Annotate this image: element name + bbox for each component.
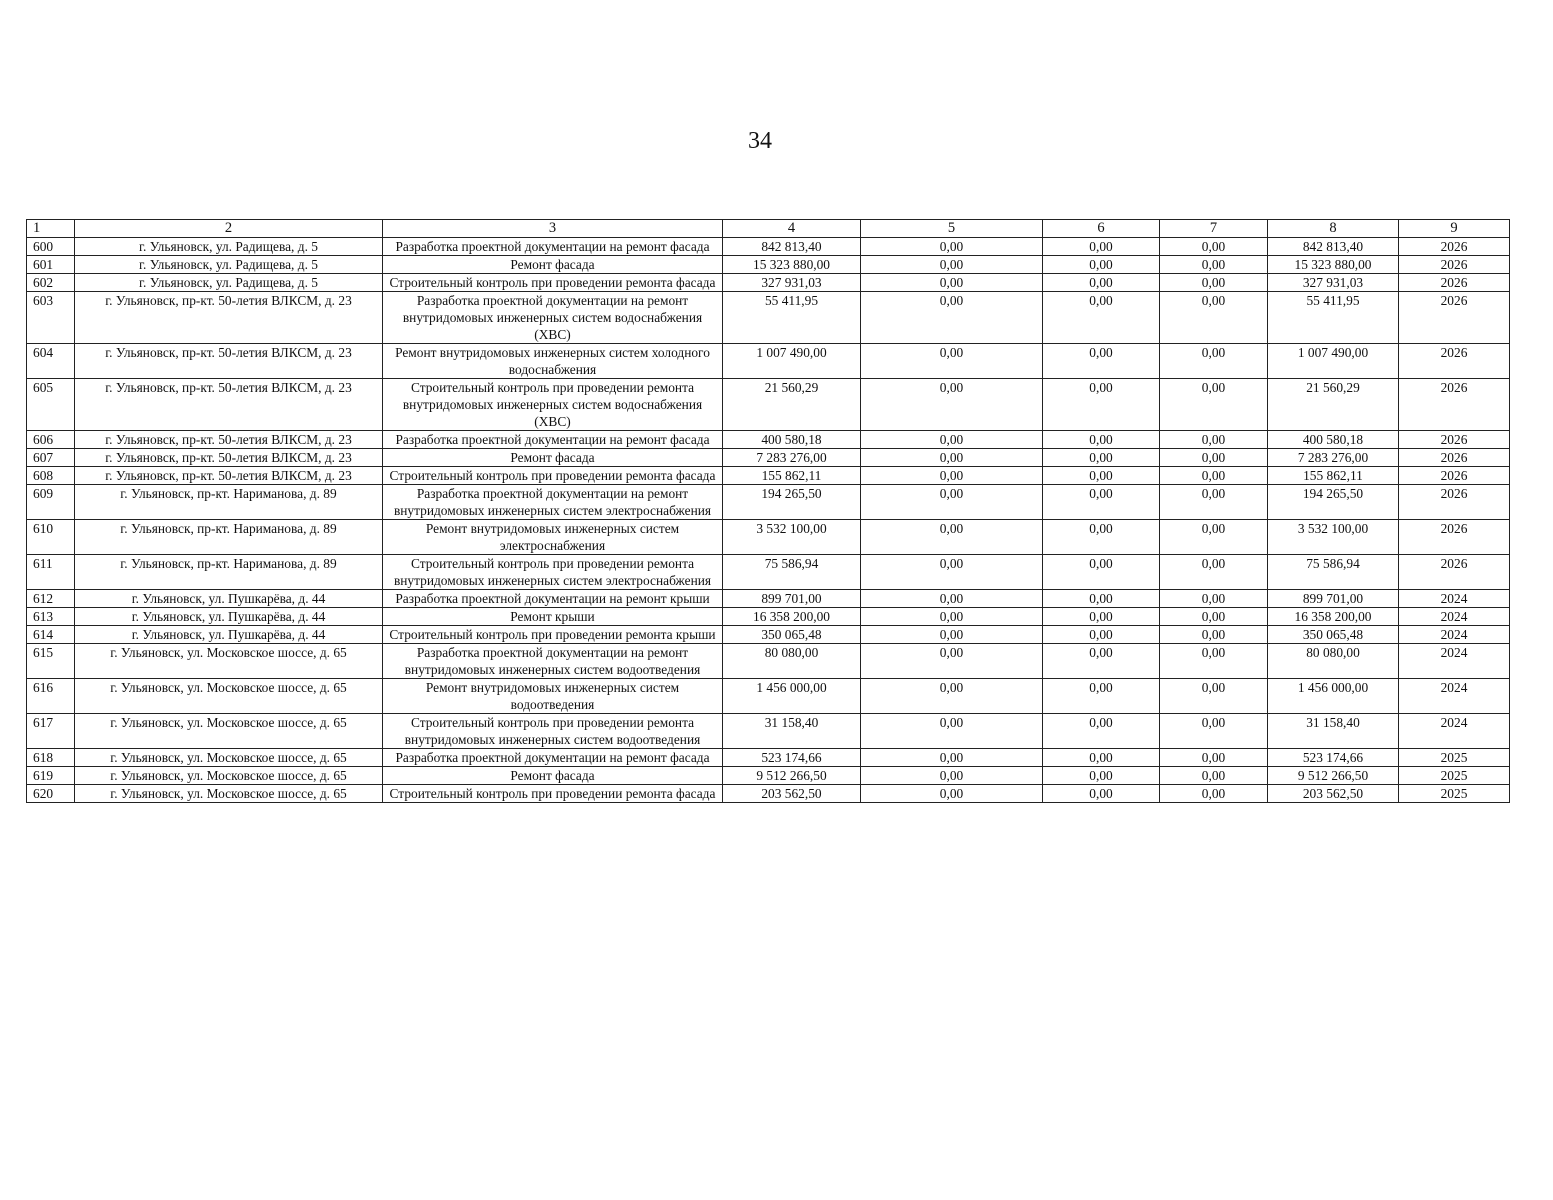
total-cost-cell: 15 323 880,00 <box>723 256 861 274</box>
cost-col6-cell: 0,00 <box>1043 555 1160 590</box>
address-cell: г. Ульяновск, ул. Пушкарёва, д. 44 <box>75 626 383 644</box>
cost-col5-cell: 0,00 <box>861 785 1043 803</box>
cost-col6-cell: 0,00 <box>1043 238 1160 256</box>
row-number: 609 <box>27 485 75 520</box>
cost-col7-cell: 0,00 <box>1160 644 1268 679</box>
table-row <box>27 679 1510 714</box>
total-cost-cell: 400 580,18 <box>723 431 861 449</box>
cost-col6-cell: 0,00 <box>1043 714 1160 749</box>
year-cell: 2024 <box>1399 714 1510 749</box>
total-cost-cell: 350 065,48 <box>723 626 861 644</box>
total-cost-cell: 327 931,03 <box>723 274 861 292</box>
row-number: 612 <box>27 590 75 608</box>
address-cell: г. Ульяновск, ул. Московское шоссе, д. 65 <box>75 714 383 749</box>
table-row <box>27 749 1510 767</box>
total-cost-cell: 9 512 266,50 <box>723 767 861 785</box>
table-row <box>27 644 1510 679</box>
cost-col8-cell: 3 532 100,00 <box>1268 520 1399 555</box>
row-number: 620 <box>27 785 75 803</box>
work-type-cell: Разработка проектной документации на ремонт внутридомовых инженерных систем водоотведения <box>383 644 723 679</box>
total-cost-cell: 75 586,94 <box>723 555 861 590</box>
work-type-cell: Строительный контроль при проведении ремонта внутридомовых инженерных систем водоотведения <box>383 714 723 749</box>
address-cell: г. Ульяновск, ул. Пушкарёва, д. 44 <box>75 608 383 626</box>
cost-col5-cell: 0,00 <box>861 485 1043 520</box>
cost-col5-cell: 0,00 <box>861 256 1043 274</box>
table-row <box>27 238 1510 256</box>
cost-col7-cell: 0,00 <box>1160 767 1268 785</box>
address-cell: г. Ульяновск, ул. Радищева, д. 5 <box>75 256 383 274</box>
address-cell: г. Ульяновск, пр-кт. Нариманова, д. 89 <box>75 520 383 555</box>
total-cost-cell: 1 456 000,00 <box>723 679 861 714</box>
cost-col6-cell: 0,00 <box>1043 292 1160 344</box>
column-header: 9 <box>1399 220 1510 238</box>
year-cell: 2025 <box>1399 749 1510 767</box>
column-header: 8 <box>1268 220 1399 238</box>
address-cell: г. Ульяновск, ул. Московское шоссе, д. 65 <box>75 679 383 714</box>
row-number: 615 <box>27 644 75 679</box>
address-cell: г. Ульяновск, ул. Московское шоссе, д. 65 <box>75 785 383 803</box>
cost-col5-cell: 0,00 <box>861 626 1043 644</box>
address-cell: г. Ульяновск, пр-кт. 50-летия ВЛКСМ, д. 23 <box>75 292 383 344</box>
row-number: 606 <box>27 431 75 449</box>
table-row <box>27 379 1510 431</box>
cost-col8-cell: 400 580,18 <box>1268 431 1399 449</box>
cost-col7-cell: 0,00 <box>1160 379 1268 431</box>
cost-col7-cell: 0,00 <box>1160 467 1268 485</box>
work-type-cell: Разработка проектной документации на ремонт крыши <box>383 590 723 608</box>
address-cell: г. Ульяновск, пр-кт. Нариманова, д. 89 <box>75 485 383 520</box>
cost-col7-cell: 0,00 <box>1160 626 1268 644</box>
cost-col7-cell: 0,00 <box>1160 608 1268 626</box>
table-row <box>27 431 1510 449</box>
column-header: 1 <box>27 220 75 238</box>
cost-col7-cell: 0,00 <box>1160 590 1268 608</box>
cost-col8-cell: 523 174,66 <box>1268 749 1399 767</box>
table-row <box>27 449 1510 467</box>
row-number: 611 <box>27 555 75 590</box>
row-number: 616 <box>27 679 75 714</box>
row-number: 603 <box>27 292 75 344</box>
cost-col5-cell: 0,00 <box>861 555 1043 590</box>
year-cell: 2026 <box>1399 520 1510 555</box>
total-cost-cell: 155 862,11 <box>723 467 861 485</box>
row-number: 619 <box>27 767 75 785</box>
work-type-cell: Ремонт фасада <box>383 449 723 467</box>
address-cell: г. Ульяновск, ул. Московское шоссе, д. 65 <box>75 767 383 785</box>
cost-col8-cell: 16 358 200,00 <box>1268 608 1399 626</box>
address-cell: г. Ульяновск, пр-кт. 50-летия ВЛКСМ, д. 23 <box>75 431 383 449</box>
row-number: 604 <box>27 344 75 379</box>
table-row <box>27 292 1510 344</box>
cost-col5-cell: 0,00 <box>861 292 1043 344</box>
page-number: 34 <box>748 128 772 154</box>
column-header: 5 <box>861 220 1043 238</box>
cost-col8-cell: 31 158,40 <box>1268 714 1399 749</box>
year-cell: 2026 <box>1399 238 1510 256</box>
cost-col7-cell: 0,00 <box>1160 238 1268 256</box>
cost-col5-cell: 0,00 <box>861 749 1043 767</box>
cost-col7-cell: 0,00 <box>1160 749 1268 767</box>
year-cell: 2026 <box>1399 449 1510 467</box>
table-row <box>27 626 1510 644</box>
cost-col8-cell: 55 411,95 <box>1268 292 1399 344</box>
total-cost-cell: 203 562,50 <box>723 785 861 803</box>
cost-col6-cell: 0,00 <box>1043 785 1160 803</box>
column-number-header <box>27 220 1510 238</box>
cost-col6-cell: 0,00 <box>1043 431 1160 449</box>
cost-col7-cell: 0,00 <box>1160 431 1268 449</box>
row-number: 601 <box>27 256 75 274</box>
address-cell: г. Ульяновск, ул. Московское шоссе, д. 65 <box>75 644 383 679</box>
cost-col8-cell: 75 586,94 <box>1268 555 1399 590</box>
column-header: 3 <box>383 220 723 238</box>
year-cell: 2026 <box>1399 431 1510 449</box>
cost-col7-cell: 0,00 <box>1160 555 1268 590</box>
cost-col6-cell: 0,00 <box>1043 679 1160 714</box>
cost-col6-cell: 0,00 <box>1043 379 1160 431</box>
address-cell: г. Ульяновск, пр-кт. 50-летия ВЛКСМ, д. 23 <box>75 379 383 431</box>
year-cell: 2024 <box>1399 644 1510 679</box>
year-cell: 2026 <box>1399 379 1510 431</box>
total-cost-cell: 21 560,29 <box>723 379 861 431</box>
cost-col6-cell: 0,00 <box>1043 767 1160 785</box>
total-cost-cell: 80 080,00 <box>723 644 861 679</box>
address-cell: г. Ульяновск, ул. Московское шоссе, д. 65 <box>75 749 383 767</box>
table-row <box>27 590 1510 608</box>
work-type-cell: Ремонт внутридомовых инженерных систем холодного водоснабжения <box>383 344 723 379</box>
year-cell: 2026 <box>1399 344 1510 379</box>
cost-col6-cell: 0,00 <box>1043 449 1160 467</box>
cost-col8-cell: 842 813,40 <box>1268 238 1399 256</box>
row-number: 602 <box>27 274 75 292</box>
work-type-cell: Строительный контроль при проведении ремонта фасада <box>383 274 723 292</box>
cost-col7-cell: 0,00 <box>1160 449 1268 467</box>
cost-col8-cell: 21 560,29 <box>1268 379 1399 431</box>
row-number: 608 <box>27 467 75 485</box>
table-row <box>27 520 1510 555</box>
table-row <box>27 785 1510 803</box>
total-cost-cell: 7 283 276,00 <box>723 449 861 467</box>
cost-col8-cell: 15 323 880,00 <box>1268 256 1399 274</box>
row-number: 614 <box>27 626 75 644</box>
cost-col5-cell: 0,00 <box>861 520 1043 555</box>
total-cost-cell: 3 532 100,00 <box>723 520 861 555</box>
work-type-cell: Ремонт фасада <box>383 256 723 274</box>
year-cell: 2024 <box>1399 590 1510 608</box>
cost-col8-cell: 327 931,03 <box>1268 274 1399 292</box>
work-type-cell: Разработка проектной документации на ремонт внутридомовых инженерных систем электроснабжения <box>383 485 723 520</box>
cost-col5-cell: 0,00 <box>861 449 1043 467</box>
column-header: 7 <box>1160 220 1268 238</box>
total-cost-cell: 899 701,00 <box>723 590 861 608</box>
total-cost-cell: 1 007 490,00 <box>723 344 861 379</box>
cost-col8-cell: 1 456 000,00 <box>1268 679 1399 714</box>
cost-col5-cell: 0,00 <box>861 238 1043 256</box>
year-cell: 2024 <box>1399 626 1510 644</box>
cost-col8-cell: 194 265,50 <box>1268 485 1399 520</box>
address-cell: г. Ульяновск, ул. Радищева, д. 5 <box>75 274 383 292</box>
work-type-cell: Ремонт крыши <box>383 608 723 626</box>
work-type-cell: Ремонт внутридомовых инженерных систем электроснабжения <box>383 520 723 555</box>
year-cell: 2024 <box>1399 608 1510 626</box>
table-row <box>27 714 1510 749</box>
row-number: 605 <box>27 379 75 431</box>
work-type-cell: Строительный контроль при проведении ремонта фасада <box>383 467 723 485</box>
year-cell: 2024 <box>1399 679 1510 714</box>
year-cell: 2026 <box>1399 274 1510 292</box>
total-cost-cell: 16 358 200,00 <box>723 608 861 626</box>
table-row <box>27 555 1510 590</box>
cost-col6-cell: 0,00 <box>1043 608 1160 626</box>
total-cost-cell: 55 411,95 <box>723 292 861 344</box>
work-type-cell: Строительный контроль при проведении ремонта крыши <box>383 626 723 644</box>
cost-col5-cell: 0,00 <box>861 608 1043 626</box>
cost-col6-cell: 0,00 <box>1043 467 1160 485</box>
row-number: 610 <box>27 520 75 555</box>
year-cell: 2026 <box>1399 555 1510 590</box>
work-type-cell: Ремонт фасада <box>383 767 723 785</box>
column-header: 4 <box>723 220 861 238</box>
cost-col6-cell: 0,00 <box>1043 749 1160 767</box>
cost-col7-cell: 0,00 <box>1160 292 1268 344</box>
table-row <box>27 467 1510 485</box>
cost-col6-cell: 0,00 <box>1043 256 1160 274</box>
cost-col7-cell: 0,00 <box>1160 256 1268 274</box>
cost-col6-cell: 0,00 <box>1043 520 1160 555</box>
cost-col6-cell: 0,00 <box>1043 344 1160 379</box>
table-row <box>27 485 1510 520</box>
row-number: 607 <box>27 449 75 467</box>
row-number: 613 <box>27 608 75 626</box>
address-cell: г. Ульяновск, пр-кт. 50-летия ВЛКСМ, д. 23 <box>75 344 383 379</box>
cost-col5-cell: 0,00 <box>861 431 1043 449</box>
work-type-cell: Строительный контроль при проведении ремонта внутридомовых инженерных систем водоснабжения (ХВС) <box>383 379 723 431</box>
cost-col6-cell: 0,00 <box>1043 590 1160 608</box>
cost-col7-cell: 0,00 <box>1160 785 1268 803</box>
cost-col7-cell: 0,00 <box>1160 679 1268 714</box>
capital-repair-table <box>26 219 1510 803</box>
cost-col5-cell: 0,00 <box>861 767 1043 785</box>
cost-col5-cell: 0,00 <box>861 714 1043 749</box>
cost-col8-cell: 80 080,00 <box>1268 644 1399 679</box>
work-type-cell: Разработка проектной документации на ремонт внутридомовых инженерных систем водоснабжения (ХВС) <box>383 292 723 344</box>
table-row <box>27 274 1510 292</box>
work-type-cell: Строительный контроль при проведении ремонта фасада <box>383 785 723 803</box>
cost-col5-cell: 0,00 <box>861 467 1043 485</box>
work-type-cell: Разработка проектной документации на ремонт фасада <box>383 431 723 449</box>
address-cell: г. Ульяновск, ул. Пушкарёва, д. 44 <box>75 590 383 608</box>
total-cost-cell: 842 813,40 <box>723 238 861 256</box>
cost-col5-cell: 0,00 <box>861 379 1043 431</box>
cost-col7-cell: 0,00 <box>1160 520 1268 555</box>
address-cell: г. Ульяновск, пр-кт. Нариманова, д. 89 <box>75 555 383 590</box>
year-cell: 2026 <box>1399 467 1510 485</box>
cost-col8-cell: 9 512 266,50 <box>1268 767 1399 785</box>
cost-col6-cell: 0,00 <box>1043 626 1160 644</box>
cost-col8-cell: 899 701,00 <box>1268 590 1399 608</box>
address-cell: г. Ульяновск, ул. Радищева, д. 5 <box>75 238 383 256</box>
cost-col5-cell: 0,00 <box>861 344 1043 379</box>
total-cost-cell: 523 174,66 <box>723 749 861 767</box>
cost-col5-cell: 0,00 <box>861 274 1043 292</box>
year-cell: 2026 <box>1399 485 1510 520</box>
cost-col5-cell: 0,00 <box>861 644 1043 679</box>
table-row <box>27 608 1510 626</box>
cost-col6-cell: 0,00 <box>1043 644 1160 679</box>
year-cell: 2025 <box>1399 767 1510 785</box>
cost-col8-cell: 350 065,48 <box>1268 626 1399 644</box>
cost-col5-cell: 0,00 <box>861 679 1043 714</box>
cost-col8-cell: 1 007 490,00 <box>1268 344 1399 379</box>
year-cell: 2026 <box>1399 256 1510 274</box>
cost-col6-cell: 0,00 <box>1043 274 1160 292</box>
table-row <box>27 767 1510 785</box>
row-number: 617 <box>27 714 75 749</box>
cost-col5-cell: 0,00 <box>861 590 1043 608</box>
work-type-cell: Ремонт внутридомовых инженерных систем водоотведения <box>383 679 723 714</box>
cost-col7-cell: 0,00 <box>1160 274 1268 292</box>
year-cell: 2025 <box>1399 785 1510 803</box>
table-row <box>27 256 1510 274</box>
cost-col7-cell: 0,00 <box>1160 485 1268 520</box>
cost-col8-cell: 7 283 276,00 <box>1268 449 1399 467</box>
cost-col6-cell: 0,00 <box>1043 485 1160 520</box>
column-header: 2 <box>75 220 383 238</box>
cost-col8-cell: 155 862,11 <box>1268 467 1399 485</box>
row-number: 600 <box>27 238 75 256</box>
table-row <box>27 344 1510 379</box>
address-cell: г. Ульяновск, пр-кт. 50-летия ВЛКСМ, д. 23 <box>75 449 383 467</box>
cost-col7-cell: 0,00 <box>1160 714 1268 749</box>
year-cell: 2026 <box>1399 292 1510 344</box>
total-cost-cell: 31 158,40 <box>723 714 861 749</box>
work-type-cell: Разработка проектной документации на ремонт фасада <box>383 749 723 767</box>
total-cost-cell: 194 265,50 <box>723 485 861 520</box>
work-type-cell: Разработка проектной документации на ремонт фасада <box>383 238 723 256</box>
cost-col8-cell: 203 562,50 <box>1268 785 1399 803</box>
work-type-cell: Строительный контроль при проведении ремонта внутридомовых инженерных систем электроснабжения <box>383 555 723 590</box>
row-number: 618 <box>27 749 75 767</box>
cost-col7-cell: 0,00 <box>1160 344 1268 379</box>
address-cell: г. Ульяновск, пр-кт. 50-летия ВЛКСМ, д. 23 <box>75 467 383 485</box>
column-header: 6 <box>1043 220 1160 238</box>
